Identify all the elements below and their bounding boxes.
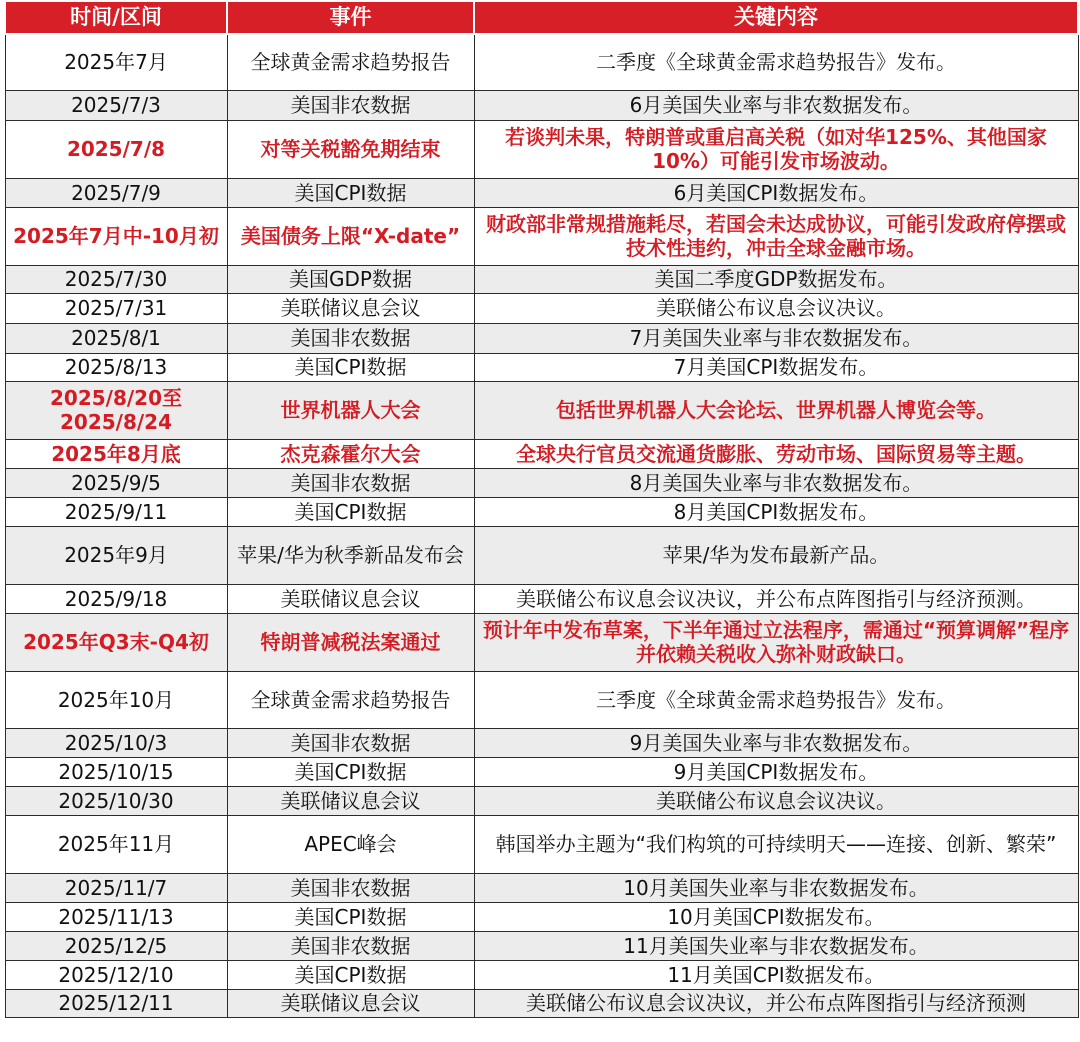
event-calendar-table xyxy=(4,0,1079,1018)
cell-event: 对等关税豁免期结束 xyxy=(227,120,474,178)
cell-time: 2025/10/30 xyxy=(5,786,227,815)
header-row xyxy=(5,1,1078,34)
cell-content: 10月美国CPI数据发布。 xyxy=(474,902,1078,931)
table-row xyxy=(5,90,1078,120)
cell-event: 美联储议息会议 xyxy=(227,989,474,1017)
cell-content: 6月美国CPI数据发布。 xyxy=(474,178,1078,207)
cell-time: 2025/8/20至2025/8/24 xyxy=(5,381,227,439)
cell-time: 2025/12/11 xyxy=(5,989,227,1017)
cell-content: 二季度《全球黄金需求趋势报告》发布。 xyxy=(474,34,1078,90)
cell-time: 2025/7/30 xyxy=(5,265,227,293)
cell-content: 8月美国CPI数据发布。 xyxy=(474,497,1078,526)
cell-content: 包括世界机器人大会论坛、世界机器人博览会等。 xyxy=(474,381,1078,439)
cell-time: 2025/11/13 xyxy=(5,902,227,931)
cell-event: 美国CPI数据 xyxy=(227,497,474,526)
cell-content: 8月美国失业率与非农数据发布。 xyxy=(474,468,1078,497)
table-row xyxy=(5,120,1078,178)
cell-content: 11月美国CPI数据发布。 xyxy=(474,960,1078,989)
cell-event: 全球黄金需求趋势报告 xyxy=(227,34,474,90)
header-content: 关键内容 xyxy=(474,1,1078,34)
header-event: 事件 xyxy=(227,1,474,34)
cell-time: 2025年Q3末-Q4初 xyxy=(5,613,227,671)
table-row xyxy=(5,178,1078,207)
table-row xyxy=(5,526,1078,584)
cell-time: 2025/10/3 xyxy=(5,728,227,757)
cell-content: 财政部非常规措施耗尽，若国会未达成协议，可能引发政府停摆或技术性违约，冲击全球金融市场。 xyxy=(474,207,1078,265)
cell-content: 三季度《全球黄金需求趋势报告》发布。 xyxy=(474,671,1078,728)
cell-time: 2025/7/8 xyxy=(5,120,227,178)
cell-event: APEC峰会 xyxy=(227,815,474,873)
table-row xyxy=(5,353,1078,381)
cell-event: 美国非农数据 xyxy=(227,468,474,497)
table-row xyxy=(5,468,1078,497)
table-row xyxy=(5,960,1078,989)
table-row xyxy=(5,757,1078,786)
table-row xyxy=(5,584,1078,613)
table-row xyxy=(5,815,1078,873)
cell-event: 全球黄金需求趋势报告 xyxy=(227,671,474,728)
cell-time: 2025年7月中-10月初 xyxy=(5,207,227,265)
cell-event: 美国非农数据 xyxy=(227,728,474,757)
cell-content: 6月美国失业率与非农数据发布。 xyxy=(474,90,1078,120)
cell-time: 2025/7/31 xyxy=(5,293,227,323)
cell-event: 美联储议息会议 xyxy=(227,584,474,613)
cell-time: 2025/8/1 xyxy=(5,323,227,353)
table-row xyxy=(5,381,1078,439)
cell-event: 美国CPI数据 xyxy=(227,178,474,207)
cell-event: 美国GDP数据 xyxy=(227,265,474,293)
table-row xyxy=(5,728,1078,757)
cell-event: 特朗普减税法案通过 xyxy=(227,613,474,671)
cell-time: 2025/12/5 xyxy=(5,931,227,960)
table-row xyxy=(5,439,1078,468)
table-row xyxy=(5,902,1078,931)
cell-event: 美国CPI数据 xyxy=(227,902,474,931)
table-row xyxy=(5,207,1078,265)
table-row xyxy=(5,34,1078,90)
cell-content: 美联储公布议息会议决议。 xyxy=(474,786,1078,815)
cell-event: 杰克森霍尔大会 xyxy=(227,439,474,468)
cell-content: 美联储公布议息会议决议。 xyxy=(474,293,1078,323)
cell-time: 2025/9/11 xyxy=(5,497,227,526)
cell-time: 2025/7/9 xyxy=(5,178,227,207)
cell-event: 美国非农数据 xyxy=(227,873,474,902)
cell-content: 苹果/华为发布最新产品。 xyxy=(474,526,1078,584)
table-header xyxy=(5,1,1078,34)
table-row xyxy=(5,873,1078,902)
cell-content: 7月美国失业率与非农数据发布。 xyxy=(474,323,1078,353)
cell-time: 2025/9/18 xyxy=(5,584,227,613)
cell-time: 2025/10/15 xyxy=(5,757,227,786)
cell-time: 2025年8月底 xyxy=(5,439,227,468)
cell-event: 美国债务上限“X-date” xyxy=(227,207,474,265)
table-row xyxy=(5,989,1078,1017)
cell-time: 2025/7/3 xyxy=(5,90,227,120)
cell-event: 美联储议息会议 xyxy=(227,293,474,323)
cell-event: 美联储议息会议 xyxy=(227,786,474,815)
cell-event: 世界机器人大会 xyxy=(227,381,474,439)
table-row xyxy=(5,613,1078,671)
cell-content: 美联储公布议息会议决议，并公布点阵图指引与经济预测。 xyxy=(474,584,1078,613)
cell-time: 2025/12/10 xyxy=(5,960,227,989)
header-time: 时间/区间 xyxy=(5,1,227,34)
cell-event: 美国CPI数据 xyxy=(227,757,474,786)
cell-content: 韩国举办主题为“我们构筑的可持续明天——连接、创新、繁荣” xyxy=(474,815,1078,873)
cell-time: 2025/11/7 xyxy=(5,873,227,902)
table-row xyxy=(5,497,1078,526)
cell-event: 苹果/华为秋季新品发布会 xyxy=(227,526,474,584)
cell-content: 美国二季度GDP数据发布。 xyxy=(474,265,1078,293)
table-row xyxy=(5,265,1078,293)
table-row xyxy=(5,931,1078,960)
cell-content: 9月美国CPI数据发布。 xyxy=(474,757,1078,786)
cell-content: 9月美国失业率与非农数据发布。 xyxy=(474,728,1078,757)
cell-content: 7月美国CPI数据发布。 xyxy=(474,353,1078,381)
table-row xyxy=(5,786,1078,815)
cell-time: 2025年7月 xyxy=(5,34,227,90)
cell-event: 美国非农数据 xyxy=(227,323,474,353)
cell-event: 美国非农数据 xyxy=(227,90,474,120)
cell-content: 11月美国失业率与非农数据发布。 xyxy=(474,931,1078,960)
cell-content: 美联储公布议息会议决议，并公布点阵图指引与经济预测 xyxy=(474,989,1078,1017)
cell-time: 2025/9/5 xyxy=(5,468,227,497)
cell-event: 美国非农数据 xyxy=(227,931,474,960)
cell-event: 美国CPI数据 xyxy=(227,960,474,989)
cell-time: 2025/8/13 xyxy=(5,353,227,381)
table-row xyxy=(5,293,1078,323)
cell-content: 预计年中发布草案，下半年通过立法程序，需通过“预算调解”程序并依赖关税收入弥补财政缺口。 xyxy=(474,613,1078,671)
cell-content: 10月美国失业率与非农数据发布。 xyxy=(474,873,1078,902)
cell-time: 2025年9月 xyxy=(5,526,227,584)
cell-event: 美国CPI数据 xyxy=(227,353,474,381)
table-row xyxy=(5,323,1078,353)
cell-time: 2025年11月 xyxy=(5,815,227,873)
cell-content: 若谈判未果，特朗普或重启高关税（如对华125%、其他国家10%）可能引发市场波动。 xyxy=(474,120,1078,178)
table-body xyxy=(5,34,1078,1017)
cell-time: 2025年10月 xyxy=(5,671,227,728)
table-row xyxy=(5,671,1078,728)
cell-content: 全球央行官员交流通货膨胀、劳动市场、国际贸易等主题。 xyxy=(474,439,1078,468)
